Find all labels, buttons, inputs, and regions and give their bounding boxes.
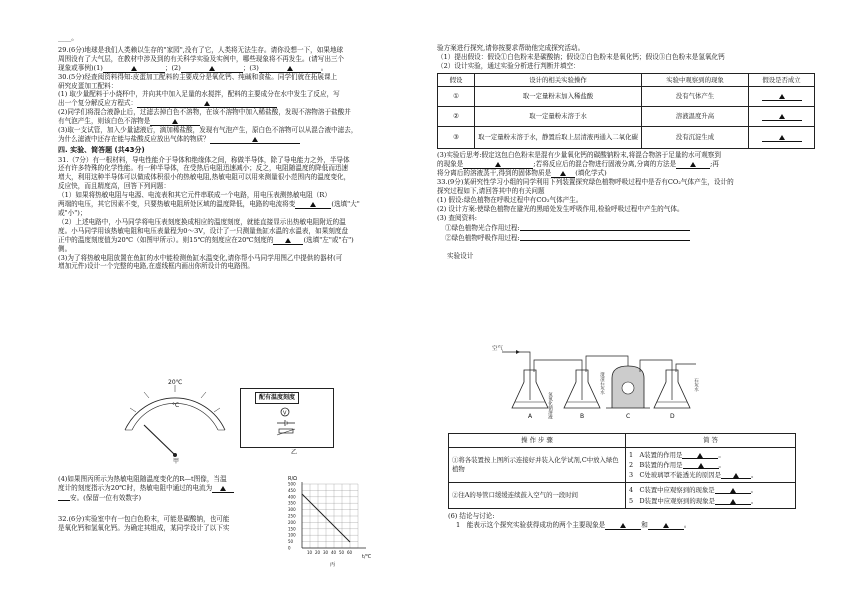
answer-blank[interactable]: [58, 493, 70, 501]
triangle-icon: [285, 238, 291, 243]
r-line7: [448, 521, 796, 530]
resistor-icon: [279, 429, 293, 433]
table-row: [438, 127, 815, 149]
q30-line8: [58, 135, 430, 144]
table-cell: 取一定量粉末溶于水: [475, 107, 642, 127]
answer-blank[interactable]: [212, 485, 234, 493]
answer-blank[interactable]: [463, 161, 533, 169]
y-tick-label: 300: [288, 507, 296, 513]
table1-header: 假设: [438, 73, 475, 87]
answer-blank[interactable]: [648, 522, 684, 530]
table-cell: 取一定量粉末加入稀盐酸: [475, 87, 642, 107]
q31-part6: 两端的电压，其它因素不变，只要热敏电阻所处区域的温度降低，电路的电流将变: [58, 200, 296, 209]
x-tick-label: 60: [347, 550, 353, 555]
triangle-icon: [495, 162, 501, 167]
answer-blank[interactable]: [273, 237, 303, 245]
label-d: D: [670, 413, 675, 420]
q33-line2: 探究过程如下,请回答其中的有关问题: [437, 187, 545, 196]
triangle-icon: [697, 453, 703, 458]
label-c: C: [626, 413, 631, 420]
q29-part4: 。: [320, 63, 328, 72]
y-tick-label: 250: [288, 513, 296, 519]
triangle-icon: [131, 66, 137, 71]
triangle-icon: [209, 66, 215, 71]
answer-label: 1 A装置的作用是: [629, 450, 683, 459]
figure-bing: [286, 474, 376, 594]
q31-part15: 度计的刻度指示为20℃时，热敏电阻中通过的电流为: [58, 483, 213, 492]
table-cell: [626, 447, 796, 483]
answer-line: 4 C装置中应观察到的现象是 。: [629, 486, 758, 495]
y-tick-label: 450: [288, 487, 296, 493]
q33-line4: (2) 设计方案:使绿色植物在避光的黑暗处发生呼吸作用,检验呼吸过程中产生的气体。: [437, 204, 684, 213]
table-cell: ①: [438, 87, 475, 107]
q29-line2: 周围没有了大气层，在教材中涉及到的有关科学实验及实例中，哪些现象将不再发生。(请写出三个: [58, 54, 345, 63]
table-row: [438, 107, 815, 127]
q30-line2: 研究皮蛋加工配料：: [58, 81, 118, 90]
figure-bing-caption: 丙: [330, 562, 336, 568]
table-cell: ①将各装置按上图所示连接好并装入化学试剂,C中放入绿色植物: [449, 447, 626, 483]
triangle-icon: [220, 486, 226, 491]
answer-blank[interactable]: [762, 113, 802, 121]
q30-line7: (3)取一支试管，加入少量滤液后，滴加稀盐酸，发现有气泡产生，原白色不溶物可以从混合液中滤去，: [58, 126, 358, 135]
triangle-icon: [204, 101, 210, 106]
y-tick-label: 400: [288, 494, 296, 500]
q33-part6: ①绿色植物光合作用过程:: [445, 223, 520, 232]
apparatus-diagram: [490, 342, 720, 422]
q31-line14: (4)如果图丙所示为热敏电阻随温度变化的R—t图像，当温: [58, 475, 227, 483]
answer-blank[interactable]: [259, 65, 321, 73]
triangle-icon: [287, 66, 293, 71]
r-part5: 将分离后的溶液蒸干,得到的固体物质是: [437, 169, 552, 178]
triangle-icon: [779, 135, 785, 140]
figure-yi-caption: 乙: [291, 449, 298, 456]
y-tick-label: 350: [288, 500, 296, 506]
answer-blank[interactable]: [520, 223, 690, 231]
r-part7: 1 能表示这个探究实验获得成功的两个主要现象是: [456, 520, 606, 529]
section-4-heading: 四. 实验、简答题 (共43分): [58, 146, 145, 155]
graph-ylabel: R/Ω: [288, 476, 297, 482]
triangle-icon: [779, 114, 785, 119]
q31-line7: 或"小")；: [58, 209, 87, 218]
q33-line3: (1) 假设:绿色植物在呼吸过程中有CO₂气体产生。: [437, 195, 583, 204]
q31-line5: （1）如果将热敏电阻与电源、电流表和其它元件串联成一个电路，用电压表测热敏电阻（R）: [58, 191, 331, 200]
q33-line5: (3) 查阅资料:: [437, 213, 478, 222]
figure-yi: [240, 388, 334, 456]
figure-jia-caption: 甲: [173, 458, 180, 465]
answer-line: 1 A装置的作用是 。: [629, 450, 725, 459]
answer-blank[interactable]: [762, 93, 802, 101]
triangle-icon: [730, 499, 736, 504]
q30-line6: [58, 117, 430, 126]
q29-part2: ；(2): [164, 63, 181, 72]
apparatus-svg: [490, 342, 720, 422]
r-line4: [437, 160, 815, 169]
label-a: A: [528, 413, 533, 420]
left-column: [58, 34, 430, 271]
y-tick-label: 200: [288, 519, 296, 525]
triangle-icon: [252, 137, 258, 142]
r-top: 验方案进行探究,请你按要求帮助他完成探究活动。: [437, 44, 585, 52]
r-part7b: 和: [641, 520, 648, 529]
plant-icon: [622, 382, 634, 394]
table-cell: 取一定量粉末溶于水，静置后取上层清液再通入二氧化碳: [475, 127, 642, 149]
right-column: [437, 44, 815, 261]
answer-line: 3 C处玻璃罩不能透光的原因是 。: [629, 471, 758, 480]
q31-line13: 增加元件)设计一个完整的电路,在虚线框内画出你所设计的电路图。: [58, 262, 254, 271]
q31-line16: [58, 493, 298, 503]
q31-line10: [58, 236, 430, 245]
steps-table: [448, 433, 796, 509]
q31-line2: 还有许多特殊的化学性能。有一种半导体，在受热后电阻迅速减小；反之，电阻随温度的降低而迅速: [58, 164, 349, 173]
q33-line8: 实验设计: [447, 252, 474, 261]
triangle-icon: [698, 463, 704, 468]
q33-line1: 33.(9分)某研究性学习小组的同学利用下列装置探究绿色植物呼吸过程中是否有CO₂气体产生，设计的: [437, 178, 734, 187]
triangle-icon: [620, 523, 626, 528]
table-cell: 没有沉淀生成: [642, 127, 749, 149]
x-tick-label: 30: [323, 550, 329, 555]
y-tick-label: 150: [288, 526, 296, 532]
q33-part7: ②绿色植物呼吸作用过程:: [445, 233, 520, 242]
r-part7c: 。: [683, 520, 691, 529]
hypothesis-table: [437, 73, 815, 150]
answer-blank[interactable]: [676, 161, 710, 169]
table-cell: 溶液温度升高: [642, 107, 749, 127]
r-line1: （1）提出假设：假设①白色粉末是碳酸钠；假设②白色粉末是氧化钙；假设③白色粉末是氢氧化钙: [437, 52, 725, 61]
q31-line9: 度。小马同学用该热敏电阻和电压表量程为0～3V，设计了一只测量鱼缸水温的水温表，如果刻度盘: [58, 226, 349, 235]
q31-line4: 反应快，而且精度高，回答下列问题：: [58, 182, 171, 191]
answer-line: 2 B装置的作用是 。: [629, 460, 725, 469]
answer-line: 5 D装置中应观察到的现象是 。: [629, 496, 758, 505]
figure-yi-components: [241, 389, 333, 447]
answer-cell[interactable]: [749, 127, 815, 149]
answer-blank[interactable]: [295, 201, 331, 209]
arrow-icon: [516, 350, 520, 354]
q31-line11: 侧。: [58, 244, 72, 253]
q29-part3: ；(3): [242, 63, 259, 72]
triangle-icon: [733, 473, 739, 478]
r-line2: （2）设计实验，通过实验分析进行判断并填空：: [437, 61, 580, 70]
q31-part10b: (选填"左"或"右"): [303, 235, 354, 244]
answer-blank[interactable]: [715, 486, 751, 494]
answer-blank[interactable]: [210, 136, 300, 144]
answer-blank[interactable]: [683, 461, 719, 469]
top-blank: ____。: [58, 34, 78, 42]
table-cell: ③: [438, 127, 475, 149]
table-cell: 没有气体产生: [642, 87, 749, 107]
q33-line6: [437, 223, 815, 233]
table-cell: ②: [438, 107, 475, 127]
q30-line1: 30.(5分)经查阅资料得知:皮蛋加工配料的主要成分是氧化钙、纯碱和食盐。同学们就在拓展课上: [58, 72, 338, 81]
air-label: 空气: [492, 346, 504, 352]
table2-header: 简 答: [626, 434, 796, 448]
table1-header: 设计的相关实验操作: [475, 73, 642, 87]
table-row: [449, 447, 796, 483]
q31-line12: (3)为了将热敏电阻放置在鱼缸的水中能检测鱼缸水温变化,请你帮小马同学用图乙中提供的器材(可: [58, 253, 343, 262]
answer-label: 4 C装置中应观察到的现象是: [629, 486, 715, 495]
answer-blank[interactable]: [715, 497, 751, 505]
table-row: [438, 87, 815, 107]
figure-yi-title: 配有温度刻度: [255, 392, 299, 404]
q30-line5: (2)同学们将混合液静止后，过滤去掉白色不溶物，在该不溶物中加入稀盐酸，发现不溶物溶于盐酸并: [58, 108, 351, 117]
r-line5: [437, 169, 815, 178]
q32-line1: 32.(6分)实验室中有一包白色粉末，可能是碳酸钠，也可能: [58, 514, 230, 523]
table-cell: ②往A的导管口缓缓连续鼓入空气的一段时间: [449, 483, 626, 509]
label-b: B: [580, 413, 585, 420]
r-part5b: (填化学式): [575, 169, 607, 178]
limewater-d-label: 石灰水: [693, 378, 699, 392]
graph-xlabel: t/℃: [362, 554, 372, 560]
answer-blank[interactable]: [605, 522, 641, 530]
table2-header: 操 作 步 骤: [449, 434, 626, 448]
q29-part1: 现象或事例)(1): [58, 63, 103, 72]
answer-blank[interactable]: [103, 65, 165, 73]
answer-label: 3 C处玻璃罩不能透光的原因是: [629, 471, 722, 480]
triangle-icon: [663, 523, 669, 528]
q31-part10: 正中的温度刻度值为20℃（如图甲所示）。则15℃的刻度应在20℃刻度的: [58, 235, 274, 244]
answer-blank[interactable]: [551, 170, 575, 178]
triangle-icon: [690, 162, 696, 167]
answer-blank[interactable]: [520, 233, 690, 241]
q31-part4-block: [58, 475, 298, 533]
table-cell: [626, 483, 796, 509]
q30-part8: 为什么滤液中还存在能与盐酸反应放出气体的物质？: [58, 135, 210, 144]
y-tick-label: 500: [288, 481, 296, 487]
answer-label: 5 D装置中应观察到的现象是: [629, 496, 715, 505]
r-line6: (6) 结论与讨论:: [448, 511, 495, 520]
naoh-label: 氢氧化钠溶液: [547, 392, 553, 419]
table-row: [449, 483, 796, 509]
answer-blank[interactable]: [682, 451, 718, 459]
triangle-icon: [779, 94, 785, 99]
q32-line2: 是氧化钙和氢氧化钙。为确定其组成，某同学设计了以下实: [58, 523, 230, 532]
q31-line6: [58, 200, 430, 209]
q30-line4: [58, 99, 430, 108]
q31-line15: [58, 481, 298, 493]
q31-line3: 增大，利用这种半导体可以做成体积很小的热敏电阻,热敏电阻可以用来测量很小范围内的温度变化，: [58, 173, 351, 182]
svg-text:V: V: [283, 410, 287, 417]
answer-blank[interactable]: [762, 134, 802, 142]
q30-line3: (1) 取少量配料于小烧杯中，并向其中加入足量的水搅拌，配料的主要成分在水中发生了反应，写: [58, 90, 340, 99]
q30-part6: 有气泡产生，则该白色不溶物是: [58, 117, 151, 126]
q31-line1: 31.（7分）有一根材料，导电性能介于导体和绝缘体之间，称做半导体，除了导电能力之外，半导体: [58, 155, 350, 164]
dial-temp-label: 20℃: [168, 379, 183, 386]
limewater-label: 澄清石灰水: [599, 372, 605, 395]
x-tick-label: 40: [331, 550, 337, 555]
figure-jia: [120, 379, 230, 465]
q33-line7: [437, 233, 815, 243]
x-tick-label: 10: [307, 550, 313, 555]
answer-cell[interactable]: [749, 107, 815, 127]
r-line3: (3)实验后思考:假定这包白色粉末是混有少量氧化钙的碳酸钠粉末,将混合物溶于足量的水可观察到: [437, 151, 721, 160]
rt-graph: [286, 474, 376, 594]
r-part4: 的现象是: [437, 160, 464, 169]
r-part4b: ;若将反应后的混合物进行固液分离,分离的方法是: [533, 160, 677, 169]
dial-unit-label: °C: [172, 402, 180, 409]
x-tick-label: 50: [339, 550, 345, 555]
triangle-icon: [560, 171, 566, 176]
y-tick-label: 0: [288, 545, 291, 551]
dial-gauge: [120, 379, 230, 465]
triangle-icon: [310, 202, 316, 207]
answer-blank[interactable]: [181, 65, 243, 73]
x-tick-label: 20: [315, 550, 321, 555]
q29-line1: 29.(6分)地球是我们人类赖以生存的"家园",没有了它，人类将无法生存。请你设想一下，如果地球: [58, 45, 344, 54]
steps-table-wrap: [448, 433, 796, 530]
triangle-icon: [172, 119, 178, 124]
answer-blank[interactable]: [721, 471, 751, 479]
q30-part4: 出一个复分解反应方程式：: [58, 99, 138, 108]
table1-header: 实验中观察到的现象: [642, 73, 749, 87]
triangle-icon: [730, 488, 736, 493]
q31-line8: （2）上述电路中，小马同学将电压表刻度换成相应的温度刻度，就能直接显示出热敏电阻附近的温: [58, 217, 346, 226]
q29-line3: [58, 64, 430, 73]
answer-cell[interactable]: [749, 87, 815, 107]
q31-part16: 安。(保留一位有效数字): [70, 493, 142, 502]
r-part4c: ;再: [710, 160, 719, 169]
y-tick-label: 100: [288, 532, 296, 538]
table1-header: 假设是否成立: [749, 73, 815, 87]
answer-label: 2 B装置的作用是: [629, 460, 683, 469]
q31-part6b: (选填"大": [331, 200, 360, 209]
y-tick-label: 50: [288, 539, 294, 545]
